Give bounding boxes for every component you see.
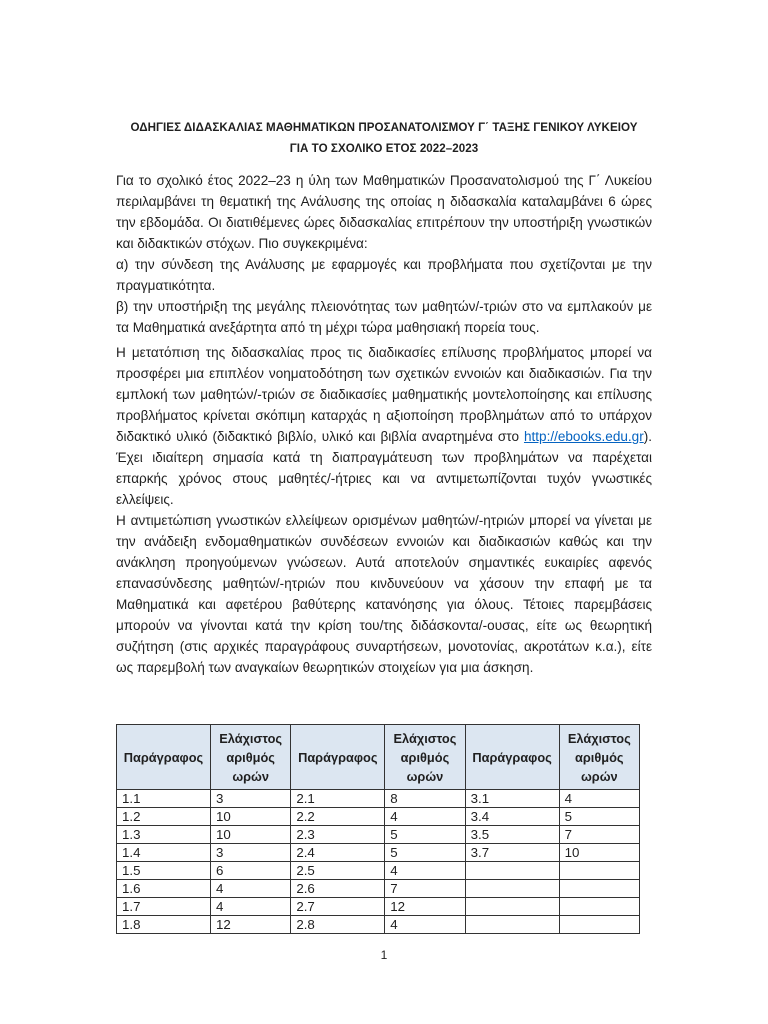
table-cell: 4 <box>210 880 290 898</box>
table-cell: 2.2 <box>291 808 385 826</box>
table-cell: 1.7 <box>117 898 211 916</box>
paragraph-knowledge-gaps <box>116 510 652 678</box>
table-cell: 4 <box>210 898 290 916</box>
table-cell: 1.1 <box>117 790 211 808</box>
table-cell <box>559 880 639 898</box>
table-cell <box>465 880 559 898</box>
table-cell: 10 <box>559 844 639 862</box>
table-cell: 4 <box>385 808 465 826</box>
table-cell: 12 <box>210 916 290 934</box>
table-header-row <box>117 725 640 790</box>
table-cell: 1.5 <box>117 862 211 880</box>
table-cell: 4 <box>385 862 465 880</box>
table-row <box>117 826 640 844</box>
table-row <box>117 808 640 826</box>
table-cell: 7 <box>385 880 465 898</box>
table-header-cell: Παράγραφος <box>117 725 211 790</box>
table-row <box>117 880 640 898</box>
paragraph-intro-text: Για το σχολικό έτος 2022–23 η ύλη των Μαθηματικών Προσανατολισμού της Γ΄ Λυκείου περιλαμβάνει τη θεματική της Ανάλυσης της οποίας η διδασκαλία καταλαμβάνει 6 ώρες την εβδομάδα. Οι διατιθέμενες ώρες διδασκαλίας επιτρέπουν την υποστήριξη γνωστικών και διδακτικών στόχων. Πιο συγκεκριμένα: <box>116 173 652 251</box>
paragraph-problem-solving-text <box>116 342 652 510</box>
paragraph-knowledge-gaps-text: Η αντιμετώπιση γνωστικών ελλείψεων ορισμένων μαθητών/-ητριών μπορεί να γίνεται με την ανάδειξη ενδομαθηματικών συνδέσεων εννοιών και διαδικασιών καθώς και την ανάκληση προηγούμενων γνώσεων. Αυτά αποτελούν σημαντικές ευκαιρίες αφενός επανασύνδεσης μαθητών/-ητριών που κινδυνεύουν να χάσουν την επαφή με τα Μαθηματικά και αφετέρου βαθύτερης κατανόησης για όλους. Τέτοιες παρεμβάσεις μπορούν να γίνονται κατά την κρίση του/της διδάσκοντα/-ουσας, είτε ως θεωρητική συζήτηση (στις αρχικές παραγράφους συναρτήσεων, μονοτονίας, ακροτάτων κ.α.), είτε ως παρεμβολή των αναγκαίων θεωρητικών στοιχείων για μια άσκηση. <box>116 513 652 675</box>
page-number: 1 <box>380 948 388 962</box>
table-cell: 3.4 <box>465 808 559 826</box>
table-cell: 3 <box>210 790 290 808</box>
paragraph-intro <box>116 170 652 338</box>
paragraph-problem-solving <box>116 342 652 510</box>
paragraph-text-before-link: Η μετατόπιση της διδασκαλίας προς τις διαδικασίες επίλυσης προβλήματος μπορεί να προσφέρει μια επιπλέον νοηματοδότηση των σχετικών εννοιών και διαδικασιών. Για την εμπλοκή των μαθητών/-τριών σε διαδικασίες μαθηματικής μοντελοποίησης και επίλυσης προβλήματος κρίνεται σκόπιμη καταρχάς η αξιοποίηση προβλημάτων από το υπάρχον διδακτικό υλικό (διδακτικό βιβλίο, υλικό και βιβλία αναρτημένα στο <box>116 345 652 444</box>
table-cell: 8 <box>385 790 465 808</box>
table-header-cell: Ελάχιστος αριθμός ωρών <box>559 725 639 790</box>
table-cell: 2.4 <box>291 844 385 862</box>
table-cell: 2.8 <box>291 916 385 934</box>
table-cell: 2.5 <box>291 862 385 880</box>
table-header-cell: Ελάχιστος αριθμός ωρών <box>385 725 465 790</box>
table-cell: 3 <box>210 844 290 862</box>
table-cell: 7 <box>559 826 639 844</box>
table-cell: 3.1 <box>465 790 559 808</box>
table-cell: 4 <box>559 790 639 808</box>
table-header-cell: Παράγραφος <box>465 725 559 790</box>
table-cell: 2.1 <box>291 790 385 808</box>
table-cell: 2.7 <box>291 898 385 916</box>
table-cell: 3.7 <box>465 844 559 862</box>
table-cell: 5 <box>385 844 465 862</box>
table-cell: 4 <box>385 916 465 934</box>
hours-table <box>116 724 640 934</box>
table-cell <box>465 916 559 934</box>
table-cell: 1.3 <box>117 826 211 844</box>
list-item-b: β) την υποστήριξη της μεγάλης πλειονότητας των μαθητών/-τριών στο να εμπλακούν με τα Μαθηματικά ανεξάρτητα από τη μέχρι τώρα μαθησιακή πορεία τους. <box>116 299 652 335</box>
paragraph-text-after-link: ). Έχει ιδιαίτερη σημασία κατά τη διαπραγμάτευση των προβλημάτων να παρέχεται επαρκής χρόνος στους μαθητές/-ήτριες και να αντιμετωπίζονται τυχόν γνωστικές ελλείψεις. <box>116 429 652 507</box>
table-row <box>117 844 640 862</box>
document-title-line-2: ΓΙΑ ΤΟ ΣΧΟΛΙΚΟ ΕΤΟΣ 2022–2023 <box>289 142 479 155</box>
table-cell: 1.8 <box>117 916 211 934</box>
table-cell: 1.4 <box>117 844 211 862</box>
table-cell <box>559 862 639 880</box>
table-cell: 5 <box>385 826 465 844</box>
table-row <box>117 790 640 808</box>
table-cell <box>465 898 559 916</box>
table-cell: 10 <box>210 826 290 844</box>
table-cell: 6 <box>210 862 290 880</box>
table-row <box>117 916 640 934</box>
table-cell <box>559 898 639 916</box>
table-cell: 2.6 <box>291 880 385 898</box>
ebooks-link[interactable]: http://ebooks.edu.gr <box>523 429 644 444</box>
table-cell: 10 <box>210 808 290 826</box>
table-cell <box>465 862 559 880</box>
table-cell: 12 <box>385 898 465 916</box>
table-cell: 5 <box>559 808 639 826</box>
table-cell: 2.3 <box>291 826 385 844</box>
table-row <box>117 862 640 880</box>
table-cell: 1.6 <box>117 880 211 898</box>
table-cell: 3.5 <box>465 826 559 844</box>
table-cell: 1.2 <box>117 808 211 826</box>
table-row <box>117 898 640 916</box>
table-header-cell: Ελάχιστος αριθμός ωρών <box>210 725 290 790</box>
document-title-line-1: ΟΔΗΓΙΕΣ ΔΙΔΑΣΚΑΛΙΑΣ ΜΑΘΗΜΑΤΙΚΩΝ ΠΡΟΣΑΝΑΤΟΛΙΣΜΟΥ Γ΄ ΤΑΞΗΣ ΓΕΝΙΚΟΥ ΛΥΚΕΙΟΥ <box>130 121 638 134</box>
table-header-cell: Παράγραφος <box>291 725 385 790</box>
table-cell <box>559 916 639 934</box>
list-item-a: α) την σύνδεση της Ανάλυσης με εφαρμογές και προβλήματα που σχετίζονται με την πραγματικότητα. <box>116 257 652 293</box>
